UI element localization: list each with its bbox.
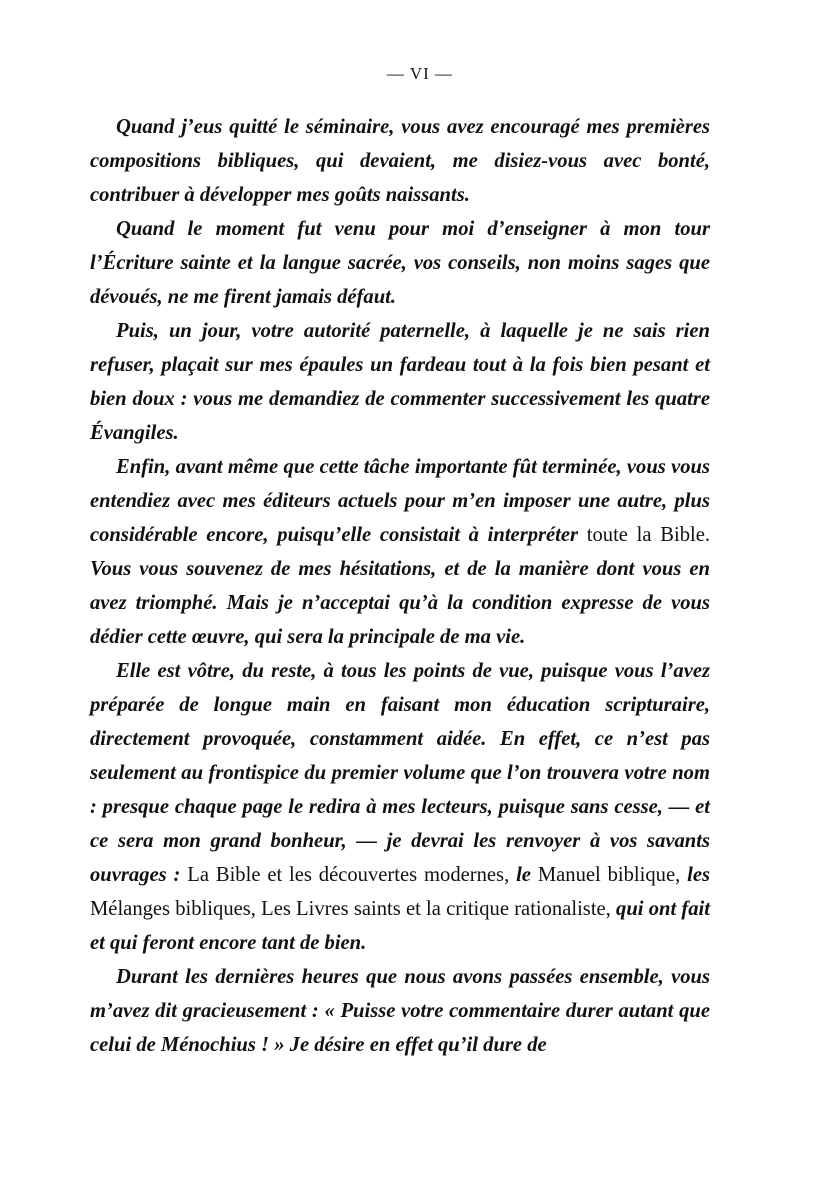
title-reference: toute la Bible. [586,524,710,546]
paragraph-text: qui ont fait et qui feront encore tant de bien. [90,898,710,954]
paragraph [90,450,710,654]
paragraph [90,960,710,1062]
paragraph-text: Puis, un jour, votre autorité paternelle, à laquelle je ne sais rien refuser, plaçait sur mes épaules un fardeau tout à la fois bien pesant et bien doux : vous me demandiez de commenter successivement les quatre Évangiles. [90,320,710,444]
page-number: — VI — [386,64,454,83]
paragraph-text: Quand j’eus quitté le séminaire, vous avez encouragé mes premières compositions bibliques, qui devaient, me disiez-vous avec bonté, contribuer à développer mes goûts naissants. [90,116,710,206]
paragraph-text: Vous vous souvenez de mes hésitations, et de la manière dont vous en avez triomphé. Mais je n’acceptai qu’à la condition expresse de vous dédier cette œuvre, qui sera la principale de ma vie. [90,558,710,648]
paragraph-text: Enfin, avant même que cette tâche importante fût terminée, vous vous entendiez avec mes éditeurs actuels pour m’en imposer une autre, plus considérable encore, puisqu’elle consistait à interpréter [90,456,710,546]
paragraph [90,654,710,960]
paragraph-text: les [680,864,710,886]
title-reference: La Bible et les découvertes modernes, [187,864,510,886]
title-reference: Mélanges bibliques, Les Livres saints et la critique rationaliste, [90,898,611,920]
paragraph-text: Durant les dernières heures que nous avons passées ensemble, vous m’avez dit gracieusement : « Puisse votre commentaire durer autant que celui de Ménochius ! » Je désire en effet qu’il dure de [90,966,710,1056]
body-text [90,110,710,1062]
paragraph [90,212,710,314]
paragraph-text: le [509,864,538,886]
paragraph [90,110,710,212]
title-reference: Manuel biblique, [537,864,681,886]
paragraph-text: Elle est vôtre, du reste, à tous les points de vue, puisque vous l’avez préparée de longue main en faisant mon éducation scripturaire, directement provoquée, constamment aidée. En effet, ce n’est pas seulement au frontispice du premier volume que l’on trouvera votre nom : presque chaque page le redira à mes lecteurs, puisque sans cesse, — et ce sera mon grand bonheur, — je devrai les renvoyer à vos savants ouvrages : [90,660,710,886]
paragraph [90,314,710,450]
paragraph-text: Quand le moment fut venu pour moi d’enseigner à mon tour l’Écriture sainte et la langue sacrée, vos conseils, non moins sages que dévoués, ne me firent jamais défaut. [90,218,710,308]
